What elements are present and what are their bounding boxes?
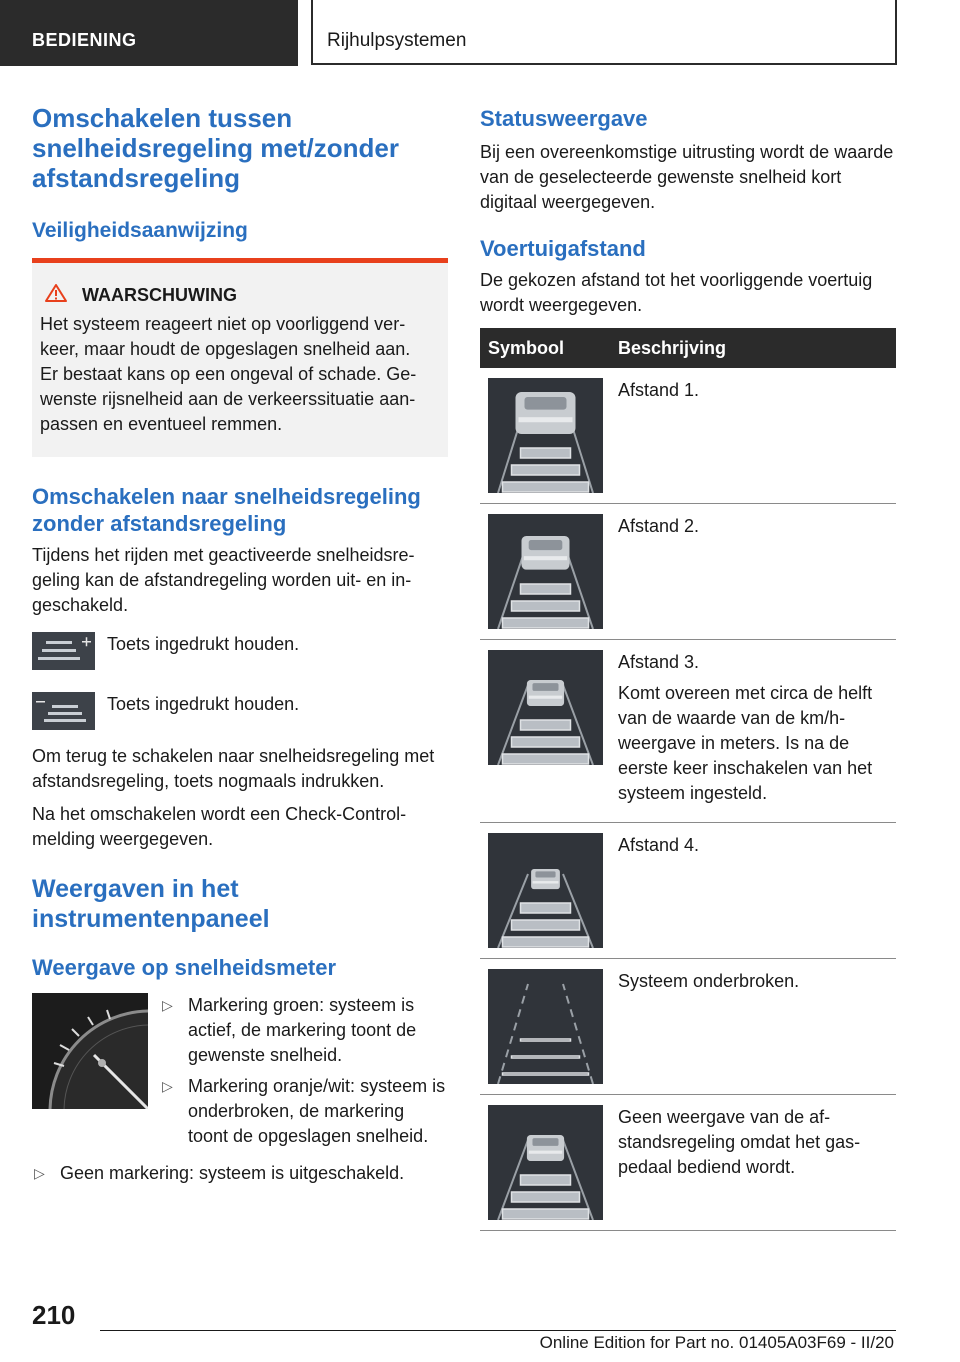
warning-icon	[44, 283, 68, 308]
button-2-text: Toets ingedrukt houden.	[107, 694, 300, 714]
car-shape	[527, 1135, 564, 1161]
distance-symbol-icon	[488, 833, 603, 948]
warning-box	[32, 258, 448, 457]
table-body	[480, 368, 896, 1231]
distance-heading: Voertuigafstand	[480, 236, 646, 261]
triangle-bullet-icon: ▷	[34, 1165, 45, 1181]
row-description	[618, 833, 896, 948]
car-shape	[516, 392, 576, 434]
table-row	[480, 368, 896, 504]
triangle-bullet-icon: ▷	[162, 1078, 173, 1094]
description-line: Systeem onderbroken.	[618, 971, 800, 991]
table-row	[480, 823, 896, 959]
description-line: Afstand 2.	[618, 516, 700, 536]
distance-text: De gekozen afstand tot het voorliggende voertuig wordt weergegeven.	[480, 270, 873, 315]
marker-list-2	[32, 1161, 448, 1186]
footer-divider	[100, 1330, 896, 1331]
page-title: Omschakelen tussen snelheidsregeling met/zonder afstandsregeling	[32, 103, 399, 193]
car-shape	[531, 869, 560, 889]
right-column	[480, 100, 896, 1231]
switch-text: Tijdens het rijden met geactiveerde snelheidsregeling kan de afstandregeling worden uit- en ingeschakeld.	[32, 545, 415, 615]
table-row	[480, 640, 896, 823]
description-line: Afstand 3.	[618, 652, 700, 672]
table-row	[480, 1095, 896, 1231]
button-row-2	[32, 692, 448, 730]
description-line: Afstand 1.	[618, 380, 700, 400]
row-description	[618, 969, 896, 1084]
left-column	[32, 100, 448, 1192]
list-item: ▷ Geen markering: systeem is uitgeschakeld.	[32, 1161, 448, 1186]
distance-symbol-icon	[488, 650, 603, 765]
warning-label: WAARSCHUWING	[82, 285, 237, 305]
header-chapter-box	[311, 0, 897, 65]
distance-symbol-icon	[488, 1105, 603, 1220]
car-shape	[527, 680, 564, 706]
column-header-description: Beschrijving	[618, 337, 727, 358]
marker-list	[160, 993, 448, 1155]
distance-symbol-icon	[488, 969, 603, 1084]
chapter-title: Rijhulpsystemen	[327, 30, 467, 51]
row-description	[618, 650, 896, 812]
header-section-tab	[0, 0, 298, 66]
car-shape	[522, 536, 570, 570]
column-header-symbol: Symbool	[488, 337, 565, 358]
table-row	[480, 959, 896, 1095]
status-heading: Statusweergave	[480, 106, 648, 131]
safety-heading: Veiligheidsaanwijzing	[32, 219, 248, 242]
button-1-text: Toets ingedrukt houden.	[107, 634, 300, 654]
warning-text: Het systeem reageert niet op voorliggend verkeer, maar houdt de opgeslagen snelheid aan. Er bestaat kans op een ongeval of schade. Gewenste rijsnelheid aan de verkeerssituatie aanpassen en eventueel remmen.	[40, 314, 417, 434]
distance-minus-button-icon	[32, 692, 95, 730]
distance-symbol-icon	[488, 514, 603, 629]
display-heading: Weergaven in het instrumentenpaneel	[32, 875, 270, 933]
footer-edition: Online Edition for Part no. 01405A03F69 - II/20	[539, 1333, 894, 1352]
section-title: BEDIENING	[32, 30, 137, 50]
list-item: ▷ Markering groen: systeem is actief, de markering toont de gewenste snelheid.	[162, 995, 417, 1065]
return-text: Om terug te schakelen naar snelheidsregeling met afstandsregeling, toets nogmaals indrukken.	[32, 746, 435, 791]
distance-symbol-icon	[488, 378, 603, 493]
table-header	[480, 328, 896, 368]
symbol-table	[480, 328, 896, 1231]
distance-plus-button-icon	[32, 632, 95, 670]
row-description	[618, 378, 896, 493]
speedo-heading: Weergave op snelheidsmeter	[32, 955, 337, 980]
speedometer-image	[32, 993, 148, 1109]
table-row	[480, 504, 896, 640]
description-line: Geen weergave van de afstandsregeling omdat het gaspedaal bediend wordt.	[618, 1107, 861, 1177]
page-number: 210	[32, 1300, 76, 1330]
description-line: Komt overeen met circa de helft van de waarde van de km/h-weergave in meters. Is na de eerste keer inschakelen van het systeem ingesteld.	[618, 683, 873, 803]
button-row-1	[32, 632, 448, 670]
list-item: ▷ Markering oranje/wit: systeem is onderbroken, de markering toont de opgeslagen snelheid.	[162, 1076, 446, 1146]
switch-heading: Omschakelen naar snelheidsregeling zonder afstandsregeling	[32, 484, 421, 536]
triangle-bullet-icon: ▷	[162, 997, 173, 1013]
row-description	[618, 514, 896, 629]
speedo-block	[32, 993, 448, 1155]
description-line: Afstand 4.	[618, 835, 700, 855]
row-description	[618, 1105, 896, 1220]
after-text: Na het omschakelen wordt een Check-Control-melding weergegeven.	[32, 804, 407, 849]
status-text: Bij een overeenkomstige uitrusting wordt de waarde van de geselecteerde gewenste snelheid kort digitaal weergegeven.	[480, 142, 894, 212]
